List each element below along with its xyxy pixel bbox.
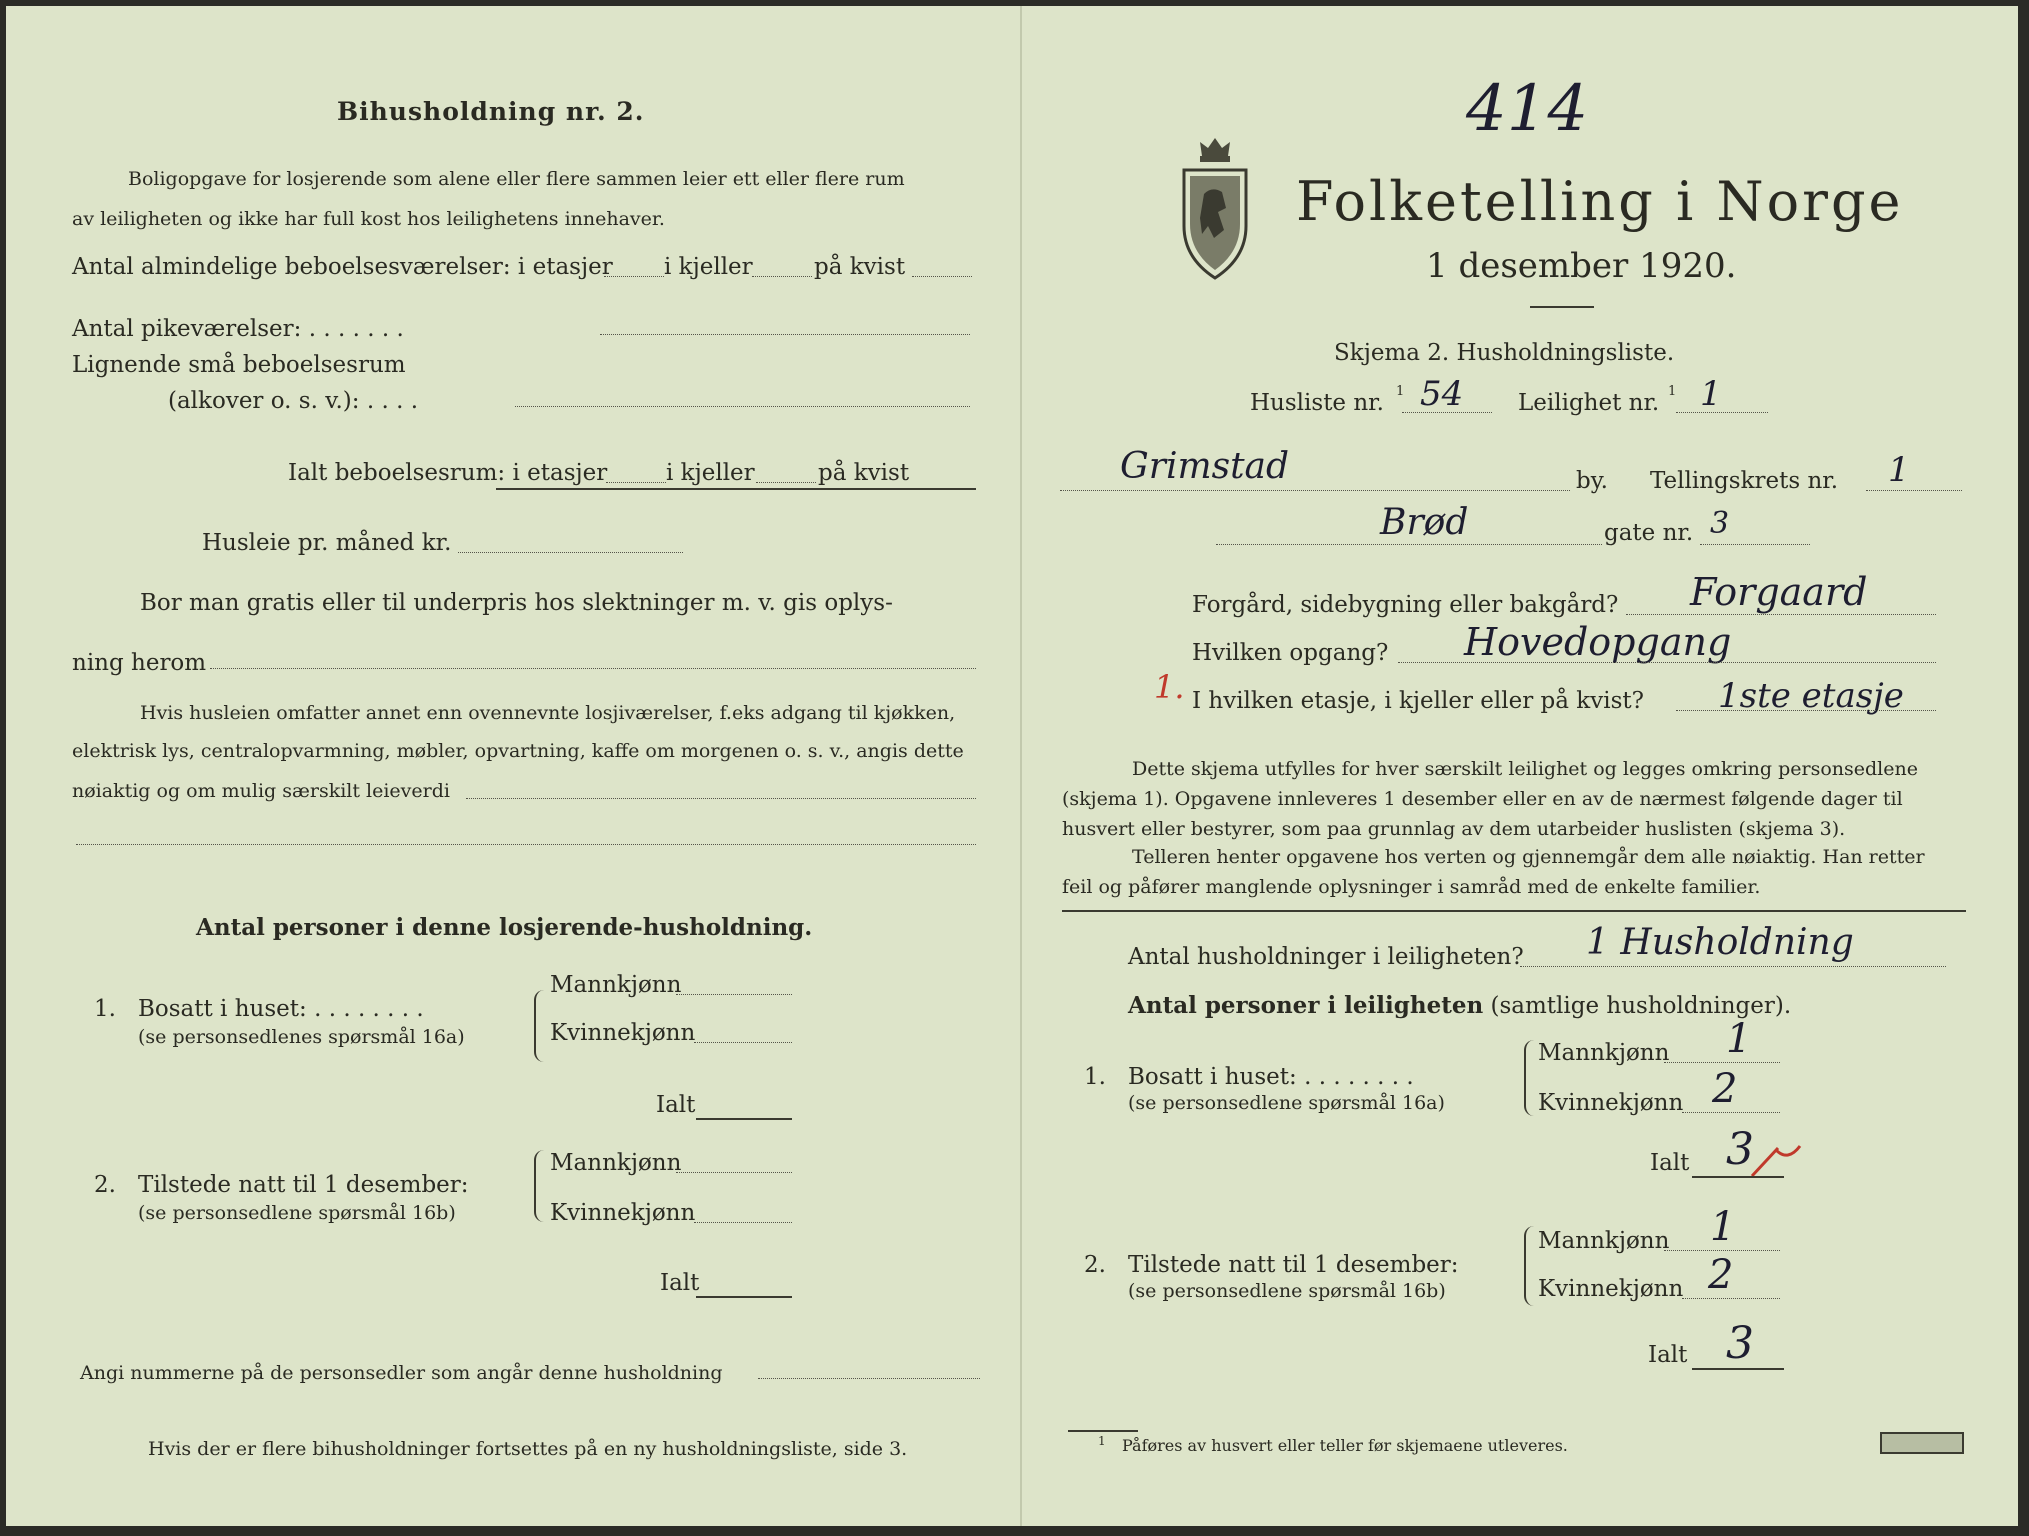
leieverdi-field[interactable]	[466, 798, 976, 799]
left-bosatt-ialt-field[interactable]	[696, 1118, 792, 1120]
by-value: Grimstad	[1120, 446, 1290, 487]
left-bosatt-kvinne-field[interactable]	[694, 1042, 792, 1043]
teller-text-2: feil og påfører manglende oplysninger i samråd med de enkelte familier.	[1062, 876, 1761, 898]
pike-field[interactable]	[600, 334, 970, 335]
left-persons-heading: Antal personer i denne losjerende-husholdning.	[196, 914, 813, 941]
title-rule	[1530, 306, 1594, 308]
antal-hush-label: Antal husholdninger i leiligheten?	[1128, 944, 1524, 970]
rooms-kvist-field[interactable]	[912, 276, 972, 277]
right-tilstede-ialt-value: 3	[1726, 1318, 1754, 1369]
printer-stamp	[1880, 1432, 1964, 1454]
gate-nr-value: 3	[1710, 506, 1730, 541]
lign-field[interactable]	[515, 406, 970, 407]
right-tilstede-ialt-field[interactable]	[1692, 1368, 1784, 1370]
footnote-text: Påføres av husvert eller teller før skjemaene utleveres.	[1122, 1436, 1568, 1455]
rooms-kvist-label: på kvist	[814, 254, 906, 280]
rooms-kjeller-field[interactable]	[752, 276, 812, 277]
norway-coat-of-arms	[1178, 134, 1252, 286]
opgang-field[interactable]	[1398, 662, 1936, 663]
right-tilstede-brace	[1524, 1226, 1536, 1306]
left-intro-2: av leiligheten og ikke har full kost hos leilighetens innehaver.	[72, 208, 665, 230]
left-tilstede-num: 2.	[94, 1172, 116, 1198]
gate-field[interactable]	[1216, 544, 1602, 545]
right-tilstede-mann-value: 1	[1710, 1204, 1736, 1250]
flere-note: Hvis der er flere bihusholdninger fortsettes på en ny husholdningsliste, side 3.	[148, 1438, 908, 1460]
right-bosatt-sub: (se personsedlene spørsmål 16a)	[1128, 1092, 1445, 1114]
right-bosatt-ialt-label: Ialt	[1650, 1150, 1690, 1176]
right-tilstede-kvinne-field[interactable]	[1682, 1298, 1780, 1299]
footnote-number: 1	[1098, 1434, 1106, 1448]
leilighet-sup: 1	[1668, 384, 1677, 399]
krets-label: Tellingskrets nr.	[1650, 468, 1839, 494]
dette-text-1: Dette skjema utfylles for hver særskilt leilighet og legges omkring personsedlene	[1132, 758, 1918, 780]
husliste-field[interactable]	[1402, 412, 1492, 413]
ialt-rooms-label: Ialt beboelsesrum: i etasjer	[288, 460, 608, 486]
etasje-red-mark: 1.	[1154, 668, 1185, 706]
rooms-kjeller-label: i kjeller	[664, 254, 753, 280]
leilighet-field[interactable]	[1676, 412, 1768, 413]
leieverdi-field-2[interactable]	[76, 844, 976, 845]
right-tilstede-sub: (se personsedlene spørsmål 16b)	[1128, 1280, 1446, 1302]
form-title: Folketelling i Norge	[1296, 170, 1904, 233]
husliste-value: 54	[1420, 374, 1464, 414]
right-bosatt-mann-label: Mannkjønn	[1538, 1040, 1670, 1066]
skjema-label: Skjema 2. Husholdningsliste.	[1334, 340, 1675, 366]
left-tilstede-brace	[534, 1150, 546, 1222]
forgaard-label: Forgård, sidebygning eller bakgård?	[1192, 592, 1619, 618]
opgang-label: Hvilken opgang?	[1192, 640, 1389, 666]
lign-label-2: (alkover o. s. v.): . . . .	[168, 388, 419, 414]
left-bosatt-sub: (se personsedlenes spørsmål 16a)	[138, 1026, 465, 1048]
husleie-note-1: Hvis husleien omfatter annet enn ovennevnte losjiværelser, f.eks adgang til kjøkken,	[140, 702, 956, 724]
left-tilstede-mann-label: Mannkjønn	[550, 1150, 682, 1176]
left-intro-1: Boligopgave for losjerende som alene eller flere sammen leier ett eller flere rum	[128, 168, 905, 190]
right-bosatt-mann-value: 1	[1726, 1016, 1752, 1062]
husleie-note-2: elektrisk lys, centralopvarmning, møbler, opvartning, kaffe om morgenen o. s. v., angis dette	[72, 740, 964, 762]
right-bosatt-num: 1.	[1084, 1064, 1106, 1090]
left-bosatt-mann-field[interactable]	[676, 994, 792, 995]
etasje-label: I hvilken etasje, i kjeller eller på kvist?	[1192, 688, 1644, 714]
husleie-label: Husleie pr. måned kr.	[202, 530, 452, 556]
rooms-etasjer-field[interactable]	[604, 276, 664, 277]
right-persons-heading-main: Antal personer i leiligheten	[1128, 992, 1484, 1019]
section-rule	[1062, 910, 1966, 912]
left-bosatt-kvinne-label: Kvinnekjønn	[550, 1020, 696, 1046]
leilighet-label: Leilighet nr.	[1518, 390, 1660, 416]
left-bosatt-mann-label: Mannkjønn	[550, 972, 682, 998]
page-fold	[1020, 6, 1022, 1526]
husleie-field[interactable]	[458, 552, 683, 553]
right-bosatt-brace	[1524, 1040, 1536, 1116]
gate-nr-field[interactable]	[1700, 544, 1810, 545]
left-tilstede-kvinne-label: Kvinnekjønn	[550, 1200, 696, 1226]
left-title: Bihusholdning nr. 2.	[337, 97, 645, 126]
etasje-value: 1ste etasje	[1718, 676, 1904, 716]
gratis-text-1: Bor man gratis eller til underpris hos slektninger m. v. gis oplys-	[140, 590, 893, 616]
gratis-text-2: ning herom	[72, 650, 207, 676]
dette-text-3: husvert eller bestyrer, som paa grunnlag av dem utarbeider huslisten (skjema 3).	[1062, 818, 1846, 840]
right-tilstede-label: Tilstede natt til 1 desember:	[1128, 1252, 1459, 1278]
left-tilstede-ialt-field[interactable]	[696, 1296, 792, 1298]
right-tilstede-kvinne-label: Kvinnekjønn	[1538, 1276, 1684, 1302]
right-tilstede-ialt-label: Ialt	[1648, 1342, 1688, 1368]
leilighet-value: 1	[1700, 374, 1722, 414]
by-label: by.	[1576, 468, 1608, 494]
left-bosatt-label: Bosatt i huset: . . . . . . . .	[138, 996, 424, 1022]
teller-text-1: Telleren henter opgavene hos verten og gjennemgår dem alle nøiaktig. Han retter	[1132, 846, 1925, 868]
left-tilstede-label: Tilstede natt til 1 desember:	[138, 1172, 469, 1198]
krets-field[interactable]	[1866, 490, 1962, 491]
ialt-etasjer-field[interactable]	[606, 482, 666, 483]
left-bosatt-brace	[534, 990, 546, 1062]
right-tilstede-mann-label: Mannkjønn	[1538, 1228, 1670, 1254]
lign-label-1: Lignende små beboelsesrum	[72, 352, 406, 378]
ialt-kjeller-label: i kjeller	[666, 460, 755, 486]
right-persons-heading	[1128, 992, 1791, 1019]
right-persons-heading-sub: (samtlige husholdninger).	[1490, 993, 1792, 1019]
antal-hush-value: 1 Husholdning	[1586, 922, 1854, 963]
angi-field[interactable]	[758, 1378, 980, 1379]
forgaard-field[interactable]	[1626, 614, 1936, 615]
etasje-field[interactable]	[1676, 710, 1936, 711]
right-tilstede-num: 2.	[1084, 1252, 1106, 1278]
right-tilstede-mann-field[interactable]	[1664, 1250, 1780, 1251]
by-field[interactable]	[1060, 490, 1570, 491]
ialt-underline	[496, 488, 976, 490]
right-tilstede-kvinne-value: 2	[1708, 1252, 1734, 1298]
right-bosatt-ialt-value: 3	[1726, 1124, 1754, 1175]
ialt-kvist-label: på kvist	[818, 460, 910, 486]
right-bosatt-kvinne-label: Kvinnekjønn	[1538, 1090, 1684, 1116]
right-bosatt-label: Bosatt i huset: . . . . . . . .	[1128, 1064, 1414, 1090]
right-bosatt-kvinne-field[interactable]	[1682, 1112, 1780, 1113]
left-tilstede-mann-field[interactable]	[676, 1172, 792, 1173]
ialt-kjeller-field[interactable]	[756, 482, 816, 483]
right-bosatt-ialt-field[interactable]	[1692, 1176, 1784, 1178]
right-bosatt-mann-field[interactable]	[1664, 1062, 1780, 1063]
archive-number-stamp: 414	[1466, 72, 1589, 146]
left-tilstede-ialt-label: Ialt	[660, 1270, 700, 1296]
gate-value: Brød	[1380, 502, 1469, 543]
gate-label: gate nr.	[1604, 520, 1694, 546]
forgaard-value: Forgaard	[1690, 570, 1868, 614]
husliste-label: Husliste nr.	[1250, 390, 1384, 416]
left-tilstede-kvinne-field[interactable]	[694, 1222, 792, 1223]
antal-hush-field[interactable]	[1520, 966, 1946, 967]
husliste-sup: 1	[1396, 384, 1405, 399]
krets-value: 1	[1888, 450, 1910, 490]
opgang-value: Hovedopgang	[1464, 620, 1732, 664]
footnote-rule	[1068, 1430, 1138, 1432]
dette-text-2: (skjema 1). Opgavene innleveres 1 desember eller en av de nærmest følgende dager til	[1062, 788, 1903, 810]
left-bosatt-ialt-label: Ialt	[656, 1092, 696, 1118]
rooms-label: Antal almindelige beboelsesværelser: i etasjer	[72, 254, 613, 280]
angi-label: Angi nummerne på de personsedler som angår denne husholdning	[80, 1362, 723, 1384]
husleie-note-3: nøiaktig og om mulig særskilt leieverdi	[72, 780, 450, 802]
right-bosatt-kvinne-value: 2	[1712, 1066, 1738, 1112]
red-correction-mark	[1748, 1142, 1804, 1186]
left-tilstede-sub: (se personsedlene spørsmål 16b)	[138, 1202, 456, 1224]
pike-label: Antal pikeværelser: . . . . . . .	[72, 316, 404, 342]
left-bosatt-num: 1.	[94, 996, 116, 1022]
gratis-field[interactable]	[210, 668, 976, 669]
form-date: 1 desember 1920.	[1426, 246, 1737, 286]
